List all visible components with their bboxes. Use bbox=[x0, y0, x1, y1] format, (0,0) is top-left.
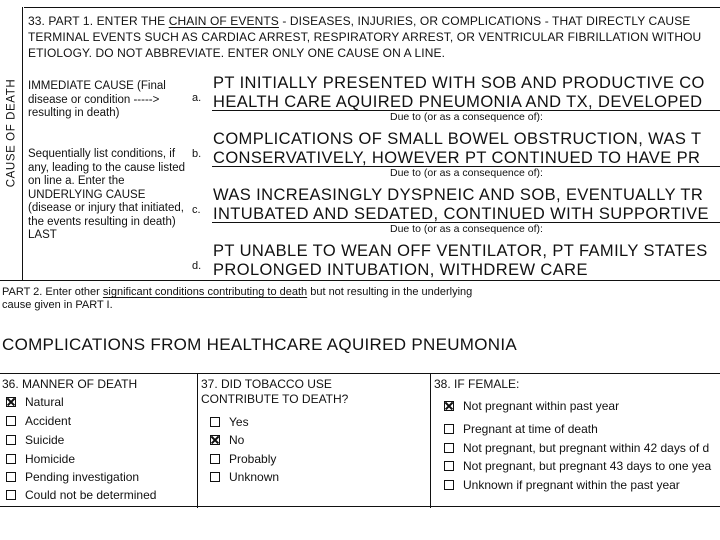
due-to-c: Due to (or as a consequence of): bbox=[390, 223, 543, 235]
tobacco-option-no[interactable]: No bbox=[210, 433, 244, 447]
line-letter-c: c. bbox=[192, 204, 201, 216]
part2-line2: cause given in PART I. bbox=[2, 299, 113, 311]
checkbox[interactable] bbox=[444, 461, 454, 471]
checkbox[interactable] bbox=[6, 454, 16, 464]
manner-option-homicide[interactable]: Homicide bbox=[6, 452, 75, 466]
female-option-43-days[interactable]: Not pregnant, but pregnant 43 days to one yea bbox=[444, 459, 711, 473]
tobacco-heading-1: 37. DID TOBACCO USE bbox=[201, 377, 332, 391]
manner-of-death-heading: 36. MANNER OF DEATH bbox=[2, 377, 138, 391]
part2-suffix: but not resulting in the underlying bbox=[310, 286, 473, 298]
left-border bbox=[22, 7, 23, 280]
checkbox-checked[interactable] bbox=[444, 401, 454, 411]
cause-line-b-2[interactable]: CONSERVATIVELY, HOWEVER PT CONTINUED TO HAVE PR bbox=[213, 149, 701, 167]
due-to-b: Due to (or as a consequence of): bbox=[390, 167, 543, 179]
due-to-a: Due to (or as a consequence of): bbox=[390, 111, 543, 123]
cause-line-d-1[interactable]: PT UNABLE TO WEAN OFF VENTILATOR, PT FAMILY STATES bbox=[213, 242, 708, 260]
cause-line-c-2[interactable]: INTUBATED AND SEDATED, CONTINUED WITH SUPPORTIVE bbox=[213, 205, 709, 223]
tobacco-option-unknown[interactable]: Unknown bbox=[210, 470, 279, 484]
cause-line-a-2[interactable]: HEALTH CARE AQUIRED PNEUMONIA AND TX, DEVELOPED bbox=[213, 93, 703, 111]
checkbox[interactable] bbox=[6, 416, 16, 426]
top-border bbox=[24, 7, 720, 8]
line-letter-d: d. bbox=[192, 260, 202, 272]
tobacco-option-probably[interactable]: Probably bbox=[210, 452, 276, 466]
manner-option-undetermined[interactable]: Could not be determined bbox=[6, 488, 156, 502]
female-option-42-days[interactable]: Not pregnant, but pregnant within 42 days of d bbox=[444, 441, 709, 455]
female-option-unknown[interactable]: Unknown if pregnant within the past year bbox=[444, 478, 680, 492]
checkbox[interactable] bbox=[210, 417, 220, 427]
part2-top-rule bbox=[0, 280, 720, 281]
boxes-divider-1 bbox=[197, 373, 198, 508]
checkbox[interactable] bbox=[210, 454, 220, 464]
part2-significant-conditions: significant conditions contributing to death bbox=[102, 286, 308, 298]
manner-option-pending[interactable]: Pending investigation bbox=[6, 470, 139, 484]
boxes-top-rule bbox=[0, 373, 720, 374]
checkbox[interactable] bbox=[6, 472, 16, 482]
checkbox[interactable] bbox=[6, 435, 16, 445]
part1-line3: ETIOLOGY. DO NOT ABBREVIATE. ENTER ONLY ONE CAUSE ON A LINE. bbox=[28, 46, 446, 60]
part2-line1 bbox=[2, 286, 472, 298]
checkbox-checked[interactable] bbox=[210, 435, 220, 445]
tobacco-heading-2: CONTRIBUTE TO DEATH? bbox=[201, 392, 349, 406]
manner-option-natural[interactable]: Natural bbox=[6, 395, 64, 409]
checkbox[interactable] bbox=[6, 490, 16, 500]
cause-line-a-1[interactable]: PT INITIALLY PRESENTED WITH SOB AND PRODUCTIVE CO bbox=[213, 74, 705, 92]
checkbox[interactable] bbox=[444, 443, 454, 453]
manner-option-accident[interactable]: Accident bbox=[6, 414, 71, 428]
part2-prefix: PART 2. Enter other bbox=[2, 286, 100, 298]
boxes-divider-2 bbox=[430, 373, 431, 508]
part1-rest: - DISEASES, INJURIES, OR COMPLICATIONS - THAT DIRECTLY CAUSE bbox=[282, 14, 691, 28]
female-option-not-pregnant[interactable]: Not pregnant within past year bbox=[444, 399, 619, 413]
part2-answer[interactable]: COMPLICATIONS FROM HEALTHCARE AQUIRED PNEUMONIA bbox=[2, 335, 518, 354]
part1-line2: TERMINAL EVENTS SUCH AS CARDIAC ARREST, RESPIRATORY ARREST, OR VENTRICULAR FIBRILLATION WITHOU bbox=[28, 30, 702, 44]
checkbox[interactable] bbox=[444, 424, 454, 434]
cause-line-b-1[interactable]: COMPLICATIONS OF SMALL BOWEL OBSTRUCTION, WAS T bbox=[213, 130, 702, 148]
part1-line1 bbox=[28, 14, 690, 28]
underlying-cause-label: Sequentially list conditions, if any, leading to the cause listed on line a. Enter the UNDERLYING CAUSE (disease or injury that initiated, the events resulting in death) LAST bbox=[28, 148, 186, 241]
part1-number: 33. PART 1. ENTER THE bbox=[28, 14, 166, 28]
tobacco-option-yes[interactable]: Yes bbox=[210, 415, 249, 429]
checkbox[interactable] bbox=[210, 472, 220, 482]
female-option-pregnant[interactable]: Pregnant at time of death bbox=[444, 422, 598, 436]
boxes-bottom-rule bbox=[0, 506, 720, 507]
cause-line-d-2[interactable]: PROLONGED INTUBATION, WITHDREW CARE bbox=[213, 261, 588, 279]
cause-line-c-1[interactable]: WAS INCREASINGLY DYSPNEIC AND SOB, EVENTUALLY TR bbox=[213, 186, 704, 204]
part1-chain-of-events: CHAIN OF EVENTS bbox=[168, 14, 279, 28]
immediate-cause-label: IMMEDIATE CAUSE (Final disease or condition -----> resulting in death) bbox=[28, 80, 166, 119]
line-letter-b: b. bbox=[192, 148, 202, 160]
line-letter-a: a. bbox=[192, 92, 202, 104]
female-heading: 38. IF FEMALE: bbox=[434, 377, 520, 391]
manner-option-suicide[interactable]: Suicide bbox=[6, 433, 64, 447]
cause-of-death-side-label: CAUSE OF DEATH bbox=[5, 78, 18, 188]
checkbox-checked[interactable] bbox=[6, 397, 16, 407]
checkbox[interactable] bbox=[444, 480, 454, 490]
